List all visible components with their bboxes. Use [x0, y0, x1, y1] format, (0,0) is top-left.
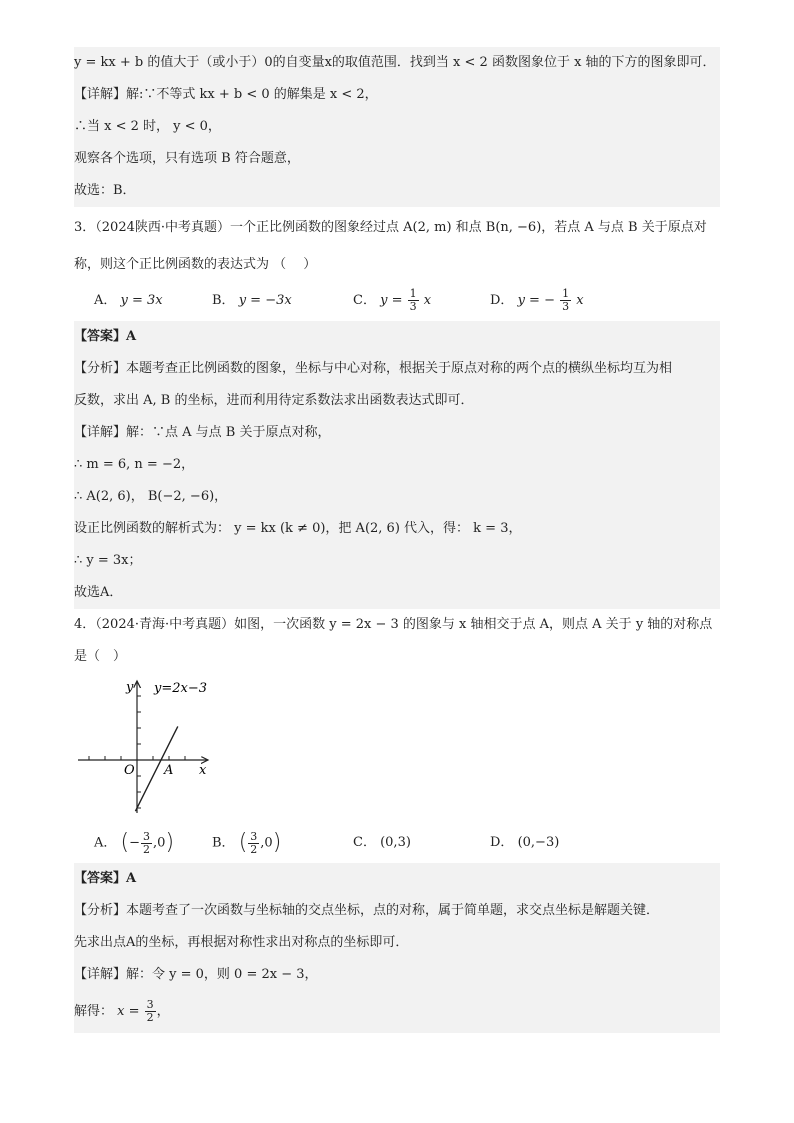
q2-conclusion: 故选：B． [74, 175, 720, 207]
left-paren: ( [120, 830, 130, 855]
point-a-label: A [164, 763, 174, 778]
q3-answer [74, 321, 720, 353]
choice-tail: ,0 [260, 835, 273, 851]
x-axis-label: x [199, 763, 207, 778]
choice-label: A． [94, 835, 117, 851]
q3-step-4: ∴ y = 3x； [74, 545, 720, 577]
q2-step-2: 观察各个选项，只有选项 B 符合题意， [74, 143, 720, 175]
q4-analysis-line-2: 先求出点A的坐标，再根据对称性求出对称点的坐标即可． [74, 927, 720, 959]
q3-choices [74, 281, 720, 321]
function-line-label: y=2x−3 [154, 681, 208, 696]
fraction-numerator: 3 [146, 998, 154, 1011]
fraction-denominator: 3 [562, 300, 570, 313]
q4-graph [74, 673, 720, 823]
q3-step-1: ∴ m = 6, n = −2， [74, 449, 720, 481]
q3-choice-b[interactable] [212, 281, 292, 321]
q4-stem-line-1: 4．（2024·青海·中考真题）如图，一次函数 y = 2x − 3 的图象与 x 轴相交于点 A，则点 A 关于 y 轴的对称点 [74, 617, 713, 632]
q4-answer [74, 863, 720, 895]
choice-tail: ,0 [153, 835, 166, 851]
fraction-numerator: 1 [409, 287, 417, 300]
choice-label: C． [353, 293, 376, 308]
q3-choice-a[interactable] [94, 281, 163, 321]
answer-text: 【答案】A [74, 329, 137, 344]
q3-step-2: ∴ A(2, 6)， B(−2, −6)， [74, 481, 720, 513]
q2-analysis-line: y = kx + b 的值大于（或小于）0的自变量x的取值范围．找到当 x < 2 函数图象位于 x 轴的下方的图象即可． [74, 47, 720, 79]
q3-analysis-line-2: 反数，求出 A, B 的坐标，进而利用待定系数法求出函数表达式即可． [74, 385, 720, 417]
choice-expression-suffix: x [576, 293, 584, 308]
q3-choice-d[interactable] [490, 281, 584, 321]
document-page [74, 47, 720, 1033]
fraction-denominator: 3 [409, 300, 417, 313]
choice-sign: − [129, 835, 141, 851]
fraction [141, 831, 152, 856]
answer-text: 【答案】A [74, 871, 137, 886]
choice-expression: y = −3x [238, 293, 292, 308]
solve-variable: x = [117, 1004, 140, 1019]
q4-choices [74, 823, 720, 863]
origin-label: O [124, 763, 135, 778]
fraction-denominator: 2 [146, 1011, 154, 1024]
choice-expression-suffix: x [423, 293, 432, 308]
q3-detail-line: 【详解】解：∵点 A 与点 B 关于原点对称， [74, 417, 720, 449]
q4-analysis-line-1: 【分析】本题考查了一次函数与坐标轴的交点坐标，点的对称，属于简单题，求交点坐标是解题关键． [74, 895, 720, 927]
fraction-numerator: 3 [143, 829, 151, 843]
q3-conclusion: 故选A． [74, 577, 720, 609]
choice-expression-prefix: y = − [517, 293, 555, 308]
fraction-denominator: 2 [250, 842, 258, 856]
fraction-denominator: 2 [143, 842, 151, 856]
q4-solve-line [74, 991, 720, 1033]
q3-stem-line-1: 3．（2024陕西·中考真题）一个正比例函数的图象经过点 A(2, m) 和点 B(n, −6)，若点 A 与点 B 关于原点对 [74, 220, 707, 235]
right-paren: ) [272, 830, 282, 855]
q2-step-1: ∴当 x < 2 时， y < 0， [74, 111, 720, 143]
choice-expression: (0,−3) [517, 835, 560, 850]
q4-stem-line-2: 是（ ） [74, 649, 127, 664]
choice-expression-prefix: y = [380, 293, 403, 308]
solve-suffix: ， [156, 1004, 170, 1019]
q3-step-3: 设正比例函数的解析式为： y = kx (k ≠ 0)，把 A(2, 6) 代入，得： k = 3， [74, 513, 720, 545]
choice-label: B． [212, 293, 235, 308]
q4-choice-a[interactable] [94, 823, 174, 863]
fraction-numerator: 3 [250, 829, 258, 843]
function-graph [74, 673, 234, 823]
q4-choice-c[interactable] [353, 823, 411, 863]
q2-detail-line: 【详解】解:∵不等式 kx + b < 0 的解集是 x < 2， [74, 79, 720, 111]
q4-detail-line: 【详解】解：令 y = 0，则 0 = 2x − 3， [74, 959, 720, 991]
solve-prefix: 解得： [74, 1004, 114, 1019]
q3-choice-c[interactable] [353, 281, 431, 321]
q3-analysis-line-1: 【分析】本题考查正比例函数的图象，坐标与中心对称，根据关于原点对称的两个点的横纵坐标均互为相 [74, 353, 720, 385]
choice-expression: y = 3x [120, 293, 163, 308]
choice-expression: (0,3) [380, 835, 411, 850]
fraction [408, 288, 419, 313]
choice-label: A． [94, 293, 117, 308]
fraction [560, 288, 571, 313]
q4-choice-b[interactable] [212, 823, 281, 863]
left-paren: ( [238, 830, 248, 855]
q3-stem-line-2: 称，则这个正比例函数的表达式为 （ ） [74, 257, 317, 272]
fraction [248, 831, 259, 856]
fraction-numerator: 1 [562, 287, 570, 300]
q4-choice-d[interactable] [490, 823, 559, 863]
y-axis-ticks [137, 696, 141, 808]
fraction [145, 999, 156, 1024]
choice-label: C． [353, 835, 376, 850]
choice-label: D． [490, 293, 514, 308]
right-paren: ) [165, 830, 175, 855]
choice-label: B． [212, 835, 235, 851]
choice-label: D． [490, 835, 514, 850]
y-axis-label: y [126, 680, 134, 695]
